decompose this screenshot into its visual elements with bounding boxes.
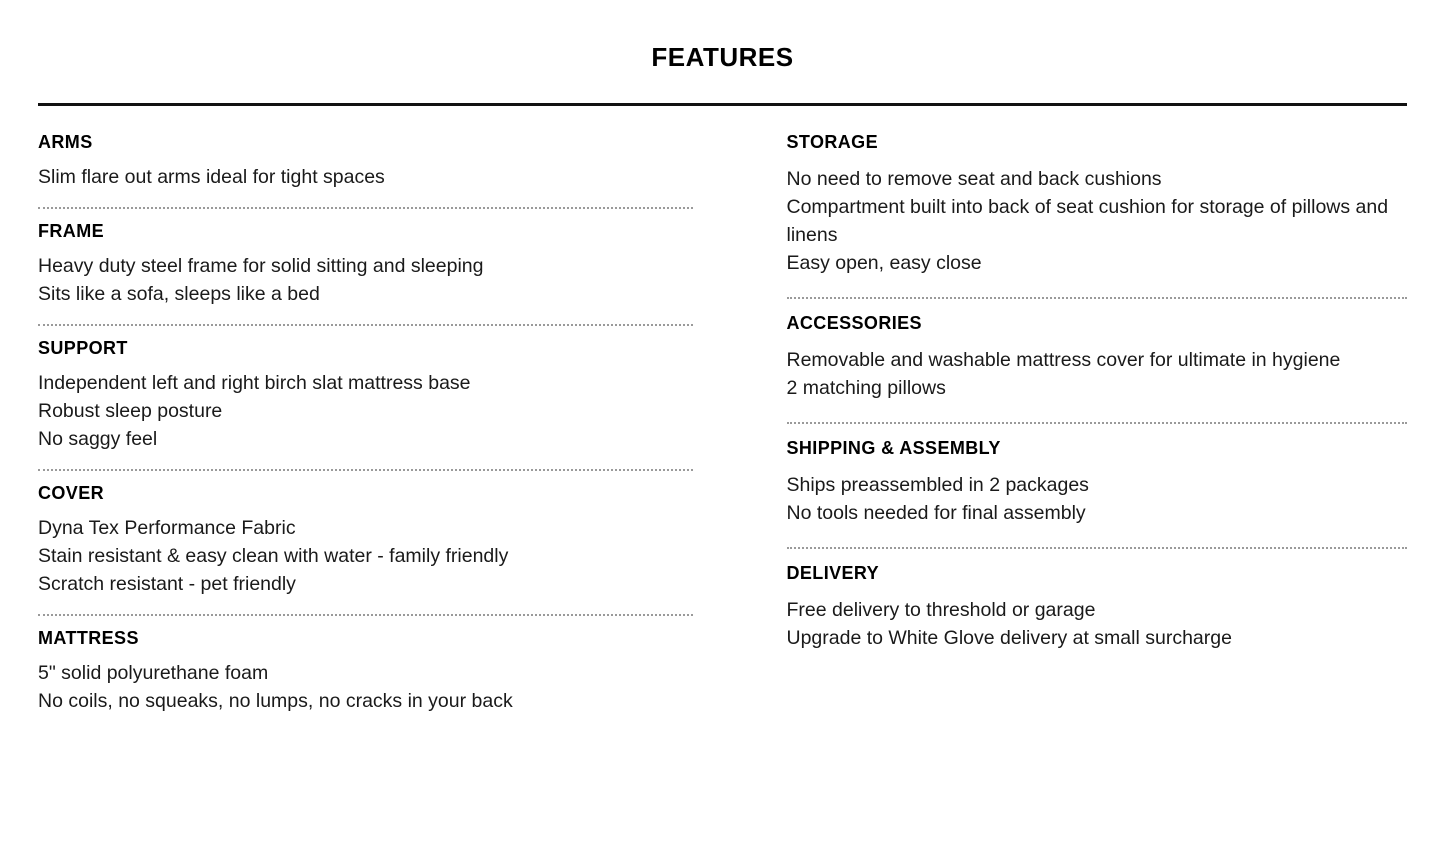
section-body: [38, 369, 693, 453]
section-body: [787, 165, 1408, 277]
feature-section-support: [38, 338, 693, 459]
features-column-right: [723, 132, 1408, 721]
section-divider: [787, 422, 1408, 424]
feature-section-cover: [38, 483, 693, 604]
section-body: [787, 596, 1408, 652]
section-heading: DELIVERY: [786, 563, 880, 583]
feature-line: No coils, no squeaks, no lumps, no cracks in your back: [38, 690, 513, 712]
section-heading: MATTRESS: [38, 628, 139, 648]
section-heading: STORAGE: [786, 132, 878, 152]
feature-line: 2 matching pillows: [786, 377, 946, 399]
section-body: [38, 514, 693, 598]
title-divider: [38, 103, 1407, 106]
features-columns: [0, 132, 1445, 721]
section-heading: SUPPORT: [38, 338, 128, 358]
feature-line: Dyna Tex Performance Fabric: [38, 517, 296, 539]
section-divider: [787, 297, 1408, 299]
feature-line: Heavy duty steel frame for solid sitting and sleeping: [38, 255, 484, 277]
feature-section-storage: [787, 132, 1408, 283]
feature-line: Compartment built into back of seat cushion for storage of pillows and linens: [786, 196, 1389, 246]
section-body: [787, 471, 1408, 527]
section-heading: FRAME: [38, 221, 104, 241]
section-heading: COVER: [38, 483, 105, 503]
feature-line: Sits like a sofa, sleeps like a bed: [38, 283, 320, 305]
feature-line: Stain resistant & easy clean with water - family friendly: [38, 545, 509, 567]
section-divider: [38, 469, 693, 471]
section-divider: [787, 547, 1408, 549]
feature-section-arms: [38, 132, 693, 197]
feature-section-shipping-assembly: [787, 438, 1408, 533]
feature-section-accessories: [787, 313, 1408, 408]
feature-line: No tools needed for final assembly: [786, 502, 1086, 524]
feature-line: Ships preassembled in 2 packages: [786, 474, 1089, 496]
section-divider: [38, 614, 693, 616]
feature-line: Free delivery to threshold or garage: [786, 599, 1096, 621]
feature-line: Removable and washable mattress cover for ultimate in hygiene: [786, 349, 1341, 371]
feature-line: No saggy feel: [38, 428, 158, 450]
feature-section-frame: [38, 221, 693, 314]
feature-line: Upgrade to White Glove delivery at small surcharge: [786, 627, 1232, 649]
section-body: [787, 346, 1408, 402]
section-divider: [38, 207, 693, 209]
feature-line: Robust sleep posture: [38, 400, 223, 422]
section-body: [38, 659, 693, 715]
section-body: [38, 252, 693, 308]
feature-line: 5" solid polyurethane foam: [38, 662, 269, 684]
features-column-left: [38, 132, 723, 721]
feature-line: Scratch resistant - pet friendly: [38, 573, 296, 595]
section-body: [38, 163, 693, 191]
feature-line: No need to remove seat and back cushions: [786, 168, 1162, 190]
section-heading: ACCESSORIES: [786, 313, 922, 333]
features-page: [0, 42, 1445, 855]
feature-line: Slim flare out arms ideal for tight spaces: [38, 166, 385, 188]
feature-line: Easy open, easy close: [786, 252, 982, 274]
feature-section-mattress: [38, 628, 693, 721]
section-heading: SHIPPING & ASSEMBLY: [786, 438, 1001, 458]
section-heading: ARMS: [38, 132, 93, 152]
feature-section-delivery: [787, 563, 1408, 658]
feature-line: Independent left and right birch slat mattress base: [38, 372, 471, 394]
section-divider: [38, 324, 693, 326]
page-title: FEATURES: [651, 42, 794, 72]
